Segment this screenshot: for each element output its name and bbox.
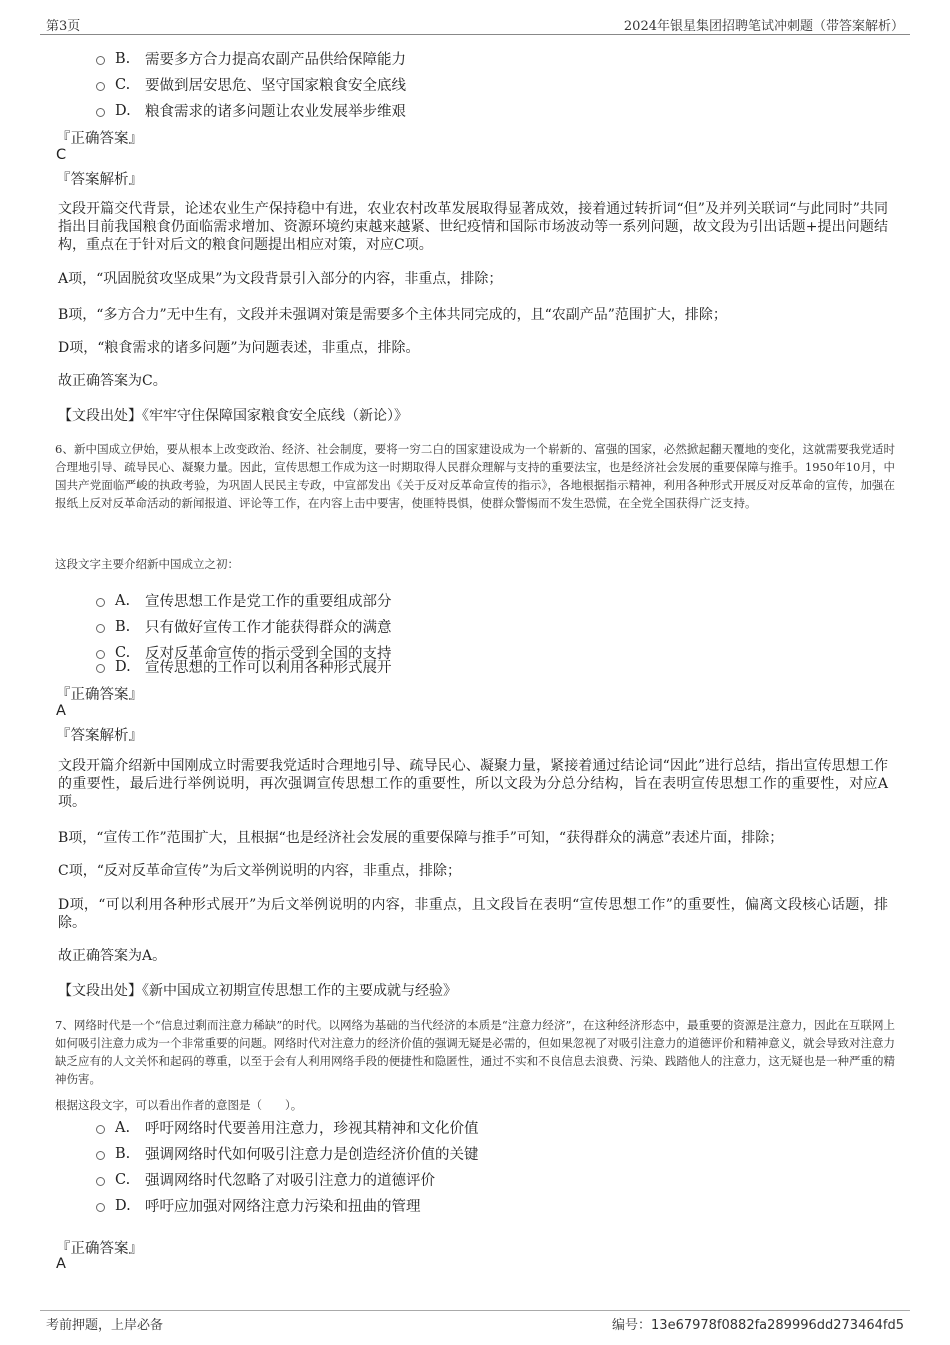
q6-analysis-conclusion: 故正确答案为A。 xyxy=(58,948,167,964)
q5-analysis-d: D项，“粮食需求的诸多问题”为问题表述，非重点，排除。 xyxy=(58,340,420,356)
radio-icon[interactable] xyxy=(96,1151,105,1160)
q6-option-c[interactable]: C. 反对反革命宣传的指示受到全国的支持 xyxy=(96,642,392,663)
radio-icon[interactable] xyxy=(96,664,105,673)
radio-icon[interactable] xyxy=(96,1203,105,1212)
footer-code-label: 编号： xyxy=(612,1318,652,1333)
q5-analysis-label: 『答案解析』 xyxy=(56,172,143,188)
q5-analysis-main: 文段开篇交代背景，论述农业生产保持稳中有进，农业农村改革发展取得显著成效，接着通过转折词“但”及并列关联词“与此同时”共同指出目前我国粮食仍面临需求增加、资源环境约束越来越紧、世纪疫情和国际市场波动等一系列问题，故文段为引出话题+提出问题结构，重点在于针对后文的粮食问题提出相应对策，对应C项。 xyxy=(58,201,888,253)
q6-source: 【文段出处】《新中国成立初期宣传思想工作的主要成就与经验》 xyxy=(58,983,457,999)
radio-icon[interactable] xyxy=(96,1177,105,1186)
radio-icon[interactable] xyxy=(96,82,105,91)
q5-option-d[interactable]: D. 粮食需求的诸多问题让农业发展举步维艰 xyxy=(96,100,406,121)
q7-option-d[interactable]: D. 呼吁应加强对网络注意力污染和扭曲的管理 xyxy=(96,1195,421,1216)
footer-slogan: 考前押题，上岸必备 xyxy=(46,1318,164,1333)
q7-answer-label: 『正确答案』 xyxy=(56,1241,143,1257)
q5-analysis-conclusion: 故正确答案为C。 xyxy=(58,373,167,389)
q5-analysis-a: A项，“巩固脱贫攻坚成果”为文段背景引入部分的内容，非重点，排除； xyxy=(58,271,503,287)
radio-icon[interactable] xyxy=(96,1125,105,1134)
q7-passage: 7、网络时代是一个“信息过剩而注意力稀缺”的时代。以网络为基础的当代经济的本质是“注意力经济”，在这种经济形态中，最重要的资源是注意力，因此在互联网上如何吸引注意力成为一个非常重要的问题。网络时代对注意力的经济价值的强调无疑是必需的，但如果忽视了对吸引注意力的道德评价和精神意义，就会导致对注意力缺乏应有的人文关怀和起码的尊重，以至于会有人利用网络手段的便捷性和隐匿性，通过不实和不良信息去浪费、污染、践踏他人的注意力，这无疑也是一种严重的精神伤害。 xyxy=(55,1018,895,1086)
footer-code-value: 13e67978f0882fa289996dd273464fd5 xyxy=(651,1318,904,1333)
header-divider xyxy=(40,34,910,35)
q6-option-b[interactable]: B. 只有做好宣传工作才能获得群众的满意 xyxy=(96,616,392,637)
q5-analysis-b: B项，“多方合力”无中生有，文段并未强调对策是需要多个主体共同完成的，且“农副产品”范围扩大，排除； xyxy=(58,307,727,323)
q6-analysis-c: C项，“反对反革命宣传”为后文举例说明的内容，非重点，排除； xyxy=(58,863,462,879)
q6-option-a[interactable]: A. 宣传思想工作是党工作的重要组成部分 xyxy=(96,590,392,611)
q6-option-d[interactable]: D. 宣传思想的工作可以利用各种形式展开 xyxy=(96,656,392,677)
q6-analysis-d: D项，“可以利用各种形式展开”为后文举例说明的内容，非重点，且文段旨在表明“宣传思想工作”的重要性，偏离文段核心话题，排除。 xyxy=(58,897,888,931)
q6-analysis-label: 『答案解析』 xyxy=(56,728,143,744)
q7-option-a[interactable]: A. 呼吁网络时代要善用注意力，珍视其精神和文化价值 xyxy=(96,1117,479,1138)
radio-icon[interactable] xyxy=(96,108,105,117)
radio-icon[interactable] xyxy=(96,598,105,607)
q6-answer-label: 『正确答案』 xyxy=(56,687,143,703)
q6-passage: 6、新中国成立伊始，要从根本上改变政治、经济、社会制度，要将一穷二白的国家建设成为一个崭新的、富强的国家，必然掀起翻天覆地的变化，这就需要我党适时合理地引导、疏导民心、凝聚力量。因此，宣传思想工作成为这一时期取得人民群众理解与支持的重要法宝，也是经济社会发展的重要保障与推手。1950年10月，中国共产党面临严峻的执政考验，为巩固人民民主专政，中宣部发出《关于反对反革命宣传的指示》，各地根据指示精神，利用各种形式开展反对反革命的宣传，加强在报纸上反对反革命活动的新闻报道、评论等工作，在内容上击中要害，使匪特畏惧，使群众警惕而不发生恐慌，在全党全国获得广泛支持。 xyxy=(55,442,895,510)
radio-icon[interactable] xyxy=(96,624,105,633)
q6-answer: A xyxy=(56,703,66,719)
q5-source: 【文段出处】《牢牢守住保障国家粮食安全底线（新论）》 xyxy=(58,408,408,424)
q6-analysis-b: B项，“宣传工作”范围扩大，且根据“也是经济社会发展的重要保障与推手”可知，“获得群众的满意”表述片面，排除； xyxy=(58,830,784,846)
radio-icon[interactable] xyxy=(96,56,105,65)
q7-stem: 根据这段文字，可以看出作者的意图是（ ）。 xyxy=(55,1098,303,1112)
q5-answer: C xyxy=(56,147,67,163)
q5-option-b[interactable]: B. 需要多方合力提高农副产品供给保障能力 xyxy=(96,48,406,69)
q5-answer-label: 『正确答案』 xyxy=(56,131,143,147)
footer-code xyxy=(612,1314,904,1333)
q5-option-c[interactable]: C. 要做到居安思危、坚守国家粮食安全底线 xyxy=(96,74,406,95)
document-title: 2024年银星集团招聘笔试冲刺题（带答案解析） xyxy=(623,19,904,34)
q6-analysis-main: 文段开篇介绍新中国刚成立时需要我党适时合理地引导、疏导民心、凝聚力量，紧接着通过结论词“因此”进行总结，指出宣传思想工作的重要性，最后进行举例说明，再次强调宣传思想工作的重要性，所以文段为分总分结构，旨在表明宣传思想工作的重要性，对应A项。 xyxy=(58,758,888,810)
q7-option-b[interactable]: B. 强调网络时代如何吸引注意力是创造经济价值的关键 xyxy=(96,1143,479,1164)
q7-answer: A xyxy=(56,1256,66,1272)
footer-divider xyxy=(40,1310,910,1311)
q7-option-c[interactable]: C. 强调网络时代忽略了对吸引注意力的道德评价 xyxy=(96,1169,435,1190)
page-number: 第3页 xyxy=(46,19,81,34)
q6-stem: 这段文字主要介绍新中国成立之初： xyxy=(55,557,239,571)
